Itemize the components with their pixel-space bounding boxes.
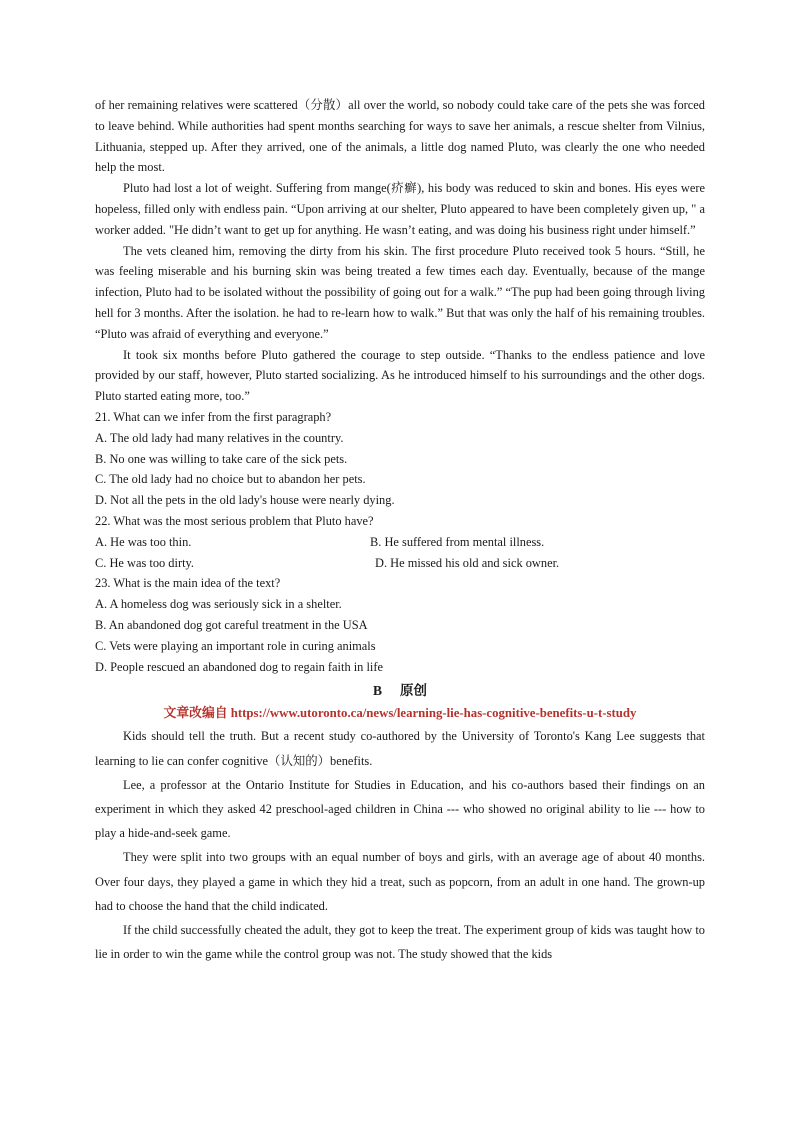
passage-b-paragraph-4: If the child successfully cheated the adult, they got to keep the treat. The experiment group of kids was taught how to lie in order to win the game while the control group was not. The study showed that the kids — [95, 922, 705, 962]
option-b: B. An abandoned dog got careful treatment in the USA — [95, 617, 368, 632]
option-d: D. People rescued an abandoned dog to regain faith in life — [95, 659, 383, 674]
passage-a — [95, 95, 705, 407]
section-b-heading — [95, 680, 705, 702]
question-22 — [95, 511, 705, 573]
option-a: A. He was too thin. — [95, 534, 192, 549]
question-23 — [95, 573, 705, 677]
option-a: A. A homeless dog was seriously sick in a shelter. — [95, 597, 342, 612]
passage-a-paragraph-4: It took six months before Pluto gathered the courage to step outside. “Thanks to the endless patience and love provided by our staff, however, Pluto started socializing. As he introduced himself to his surroundings and the other dogs. Pluto started eating more, too.” — [95, 347, 705, 404]
source-link: 文章改编自 https://www.utoronto.ca/news/learning-lie-has-cognitive-benefits-u-t-study — [163, 706, 637, 721]
passage-b-paragraph-1: Kids should tell the truth. But a recent study co-authored by the University of Toronto's Kang Lee suggests that learning to lie can confer cognitive（认知的）benefits. — [95, 729, 705, 768]
option-d: D. Not all the pets in the old lady's house were nearly dying. — [95, 493, 395, 508]
passage-a-paragraph-3: The vets cleaned him, removing the dirty from his skin. The first procedure Pluto received took 5 hours. “Still, he was feeling miserable and his burning skin was being treated a few times each day. Eventually, because of the mange infection, Pluto had to be isolated without the possibility of going out for a walk.” “The pup had been going through living hell for 3 months. After the isolation. he had to re-learn how to walk.” But that was only the half of his remaining troubles. “Pluto was afraid of everything and everyone.” — [95, 243, 705, 341]
option-c: C. He was too dirty. — [95, 555, 194, 570]
document-page — [95, 95, 705, 966]
option-row — [95, 553, 705, 574]
option-a: A. The old lady had many relatives in the country. — [95, 430, 344, 445]
question-stem: 23. What is the main idea of the text? — [95, 576, 281, 591]
passage-a-paragraph-1: of her remaining relatives were scattered（分散）all over the world, so nobody could take care of the pets she was forced to leave behind. While authorities had spent months searching for ways to save her animals, a rescue shelter from Vilnius, Lithuania, stepped up. After they arrived, one of the animals, a little dog named Pluto, was clearly the one who needed help the most. — [95, 98, 705, 175]
question-stem: 22. What was the most serious problem that Pluto have? — [95, 513, 374, 528]
option-b: B. He suffered from mental illness. — [370, 534, 545, 549]
passage-b-paragraph-3: They were split into two groups with an equal number of boys and girls, with an average age of about 40 months. Over four days, they played a game in which they hid a treat, such as popcorn, from an adult in one hand. The grown-up had to choose the hand that the child indicated. — [95, 850, 705, 913]
passage-b — [95, 724, 705, 966]
option-c: C. The old lady had no choice but to abandon her pets. — [95, 472, 366, 487]
option-row — [95, 532, 705, 553]
section-letter: B — [372, 683, 382, 699]
option-b: B. No one was willing to take care of the sick pets. — [95, 451, 348, 466]
option-d: D. He missed his old and sick owner. — [375, 555, 560, 570]
option-c: C. Vets were playing an important role in curing animals — [95, 638, 376, 653]
question-21 — [95, 407, 705, 511]
passage-a-paragraph-2: Pluto had lost a lot of weight. Suffering from mange(疥癣), his body was reduced to skin and bones. His eyes were hopeless, filled only with endless pain. “Upon arriving at our shelter, Pluto appeared to have been completely given up, " a worker added. "He didn’t want to get up for anything. He wasn’t eating, and was doing his business right under himself.” — [95, 181, 705, 237]
question-stem: 21. What can we infer from the first paragraph? — [95, 409, 332, 424]
section-label: 原创 — [400, 683, 427, 699]
passage-b-paragraph-2: Lee, a professor at the Ontario Institute for Studies in Education, and his co-authors based their findings on an experiment in which they asked 42 preschool-aged children in China --- who showed no original ability to lie --- how to play a hide-and-seek game. — [95, 777, 705, 841]
